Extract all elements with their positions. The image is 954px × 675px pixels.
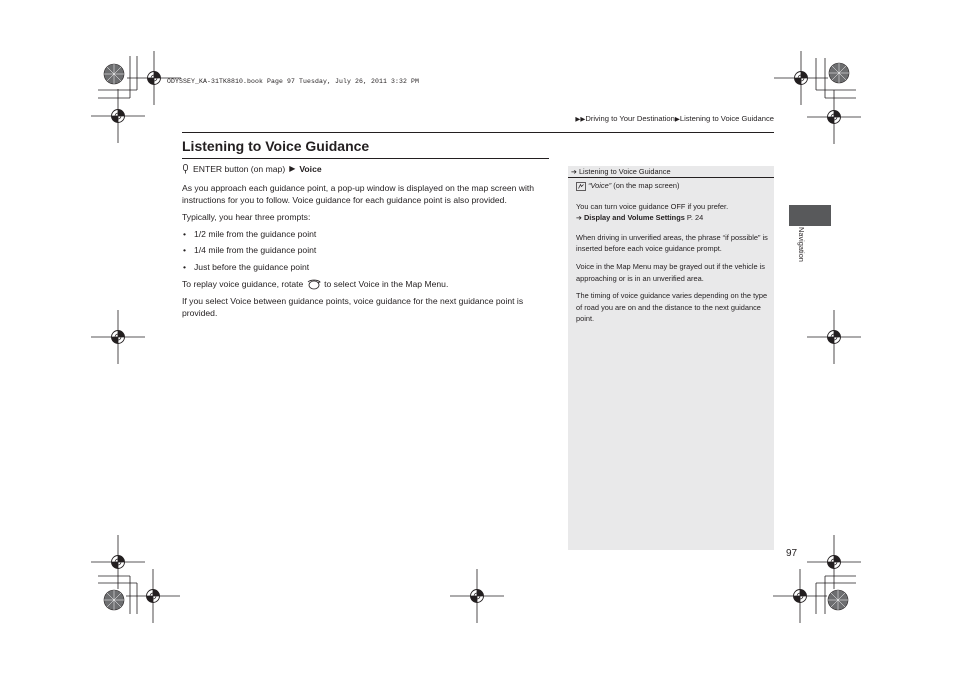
enter-button-icon xyxy=(182,164,189,174)
select-voice-term: Voice xyxy=(230,295,252,306)
breadcrumb-arrow-icon: ▶▶ xyxy=(575,116,586,123)
paragraph-select xyxy=(182,295,550,320)
list-item: • Just before the guidance point xyxy=(182,261,550,274)
side-note-body xyxy=(576,180,768,331)
side-off-text: You can turn voice guidance OFF if you prefer. xyxy=(576,201,729,211)
replay-voice-term: Voice xyxy=(358,278,380,289)
prompt-list xyxy=(182,228,550,273)
side-heading-text: Listening to Voice Guidance xyxy=(578,167,671,176)
reference-arrow-icon: ➔ xyxy=(571,169,577,176)
menu-path-target: Voice xyxy=(299,164,322,174)
side-paragraph-grayed xyxy=(576,261,768,284)
list-item: • 1/2 mile from the guidance point xyxy=(182,228,550,241)
title-rule xyxy=(182,158,549,159)
side-note-heading xyxy=(568,166,774,178)
page-title: Listening to Voice Guidance xyxy=(182,138,370,154)
talk-button-icon xyxy=(576,182,586,191)
side-paragraph-timing: The timing of voice guidance varies depending on the type of road you are on and the distance to the next guidance point. xyxy=(576,291,768,324)
settings-page-ref: P. 24 xyxy=(686,213,704,223)
side-paragraph-unverified: When driving in unverified areas, the phrase “if possible” is inserted before each voice guidance prompt. xyxy=(576,232,768,254)
menu-path-text: ENTER button (on map) xyxy=(193,164,286,174)
menu-path xyxy=(182,163,550,176)
paragraph-prompts: Typically, you hear three prompts: xyxy=(182,212,311,223)
replay-text-b: to select xyxy=(324,278,357,289)
voice-command-text: “Voice” xyxy=(588,181,612,190)
breadcrumb-part2: Listening to Voice Guidance xyxy=(679,114,774,123)
voice-command-note: (on the map screen) xyxy=(613,181,680,190)
select-text-b: between guidance points, voice guidance for the next guidance point is provided. xyxy=(182,295,524,319)
paragraph-replay xyxy=(182,278,550,291)
section-tab xyxy=(789,205,831,226)
interface-dial-icon xyxy=(306,279,322,290)
main-content xyxy=(182,163,550,324)
section-tab-label: Navigation xyxy=(797,227,806,262)
settings-link[interactable]: Display and Volume Settings xyxy=(583,213,685,223)
side-voice-term: Voice xyxy=(576,261,595,271)
page-number: 97 xyxy=(786,548,798,559)
replay-text-c: in the Map Menu. xyxy=(381,278,449,289)
list-item: • 1/4 mile from the guidance point xyxy=(182,244,550,257)
page-reference-icon: ➔ xyxy=(576,215,582,223)
select-text-a: If you select xyxy=(182,295,228,306)
side-grayed-text: in the Map Menu may be grayed out if the vehicle is approaching or is in an unverified area. xyxy=(576,261,766,283)
breadcrumb-arrow-icon: ▶ xyxy=(674,116,680,123)
path-arrow-icon: ▶ xyxy=(289,164,296,173)
header-rule xyxy=(182,132,774,133)
side-paragraph-off xyxy=(576,201,768,225)
print-header: ODYSSEY_KA-31TK8810.book Page 97 Tuesday, July 26, 2011 3:32 PM xyxy=(167,78,420,85)
paragraph-intro: As you approach each guidance point, a pop-up window is displayed on the map screen with instructions for you to follow. Voice guidance for each guidance point is also provided. xyxy=(182,182,535,206)
replay-text-a: To replay voice guidance, rotate xyxy=(182,278,304,289)
breadcrumb-part1: Driving to Your Destination xyxy=(585,114,675,123)
voice-command xyxy=(576,180,768,192)
breadcrumb xyxy=(575,114,774,123)
